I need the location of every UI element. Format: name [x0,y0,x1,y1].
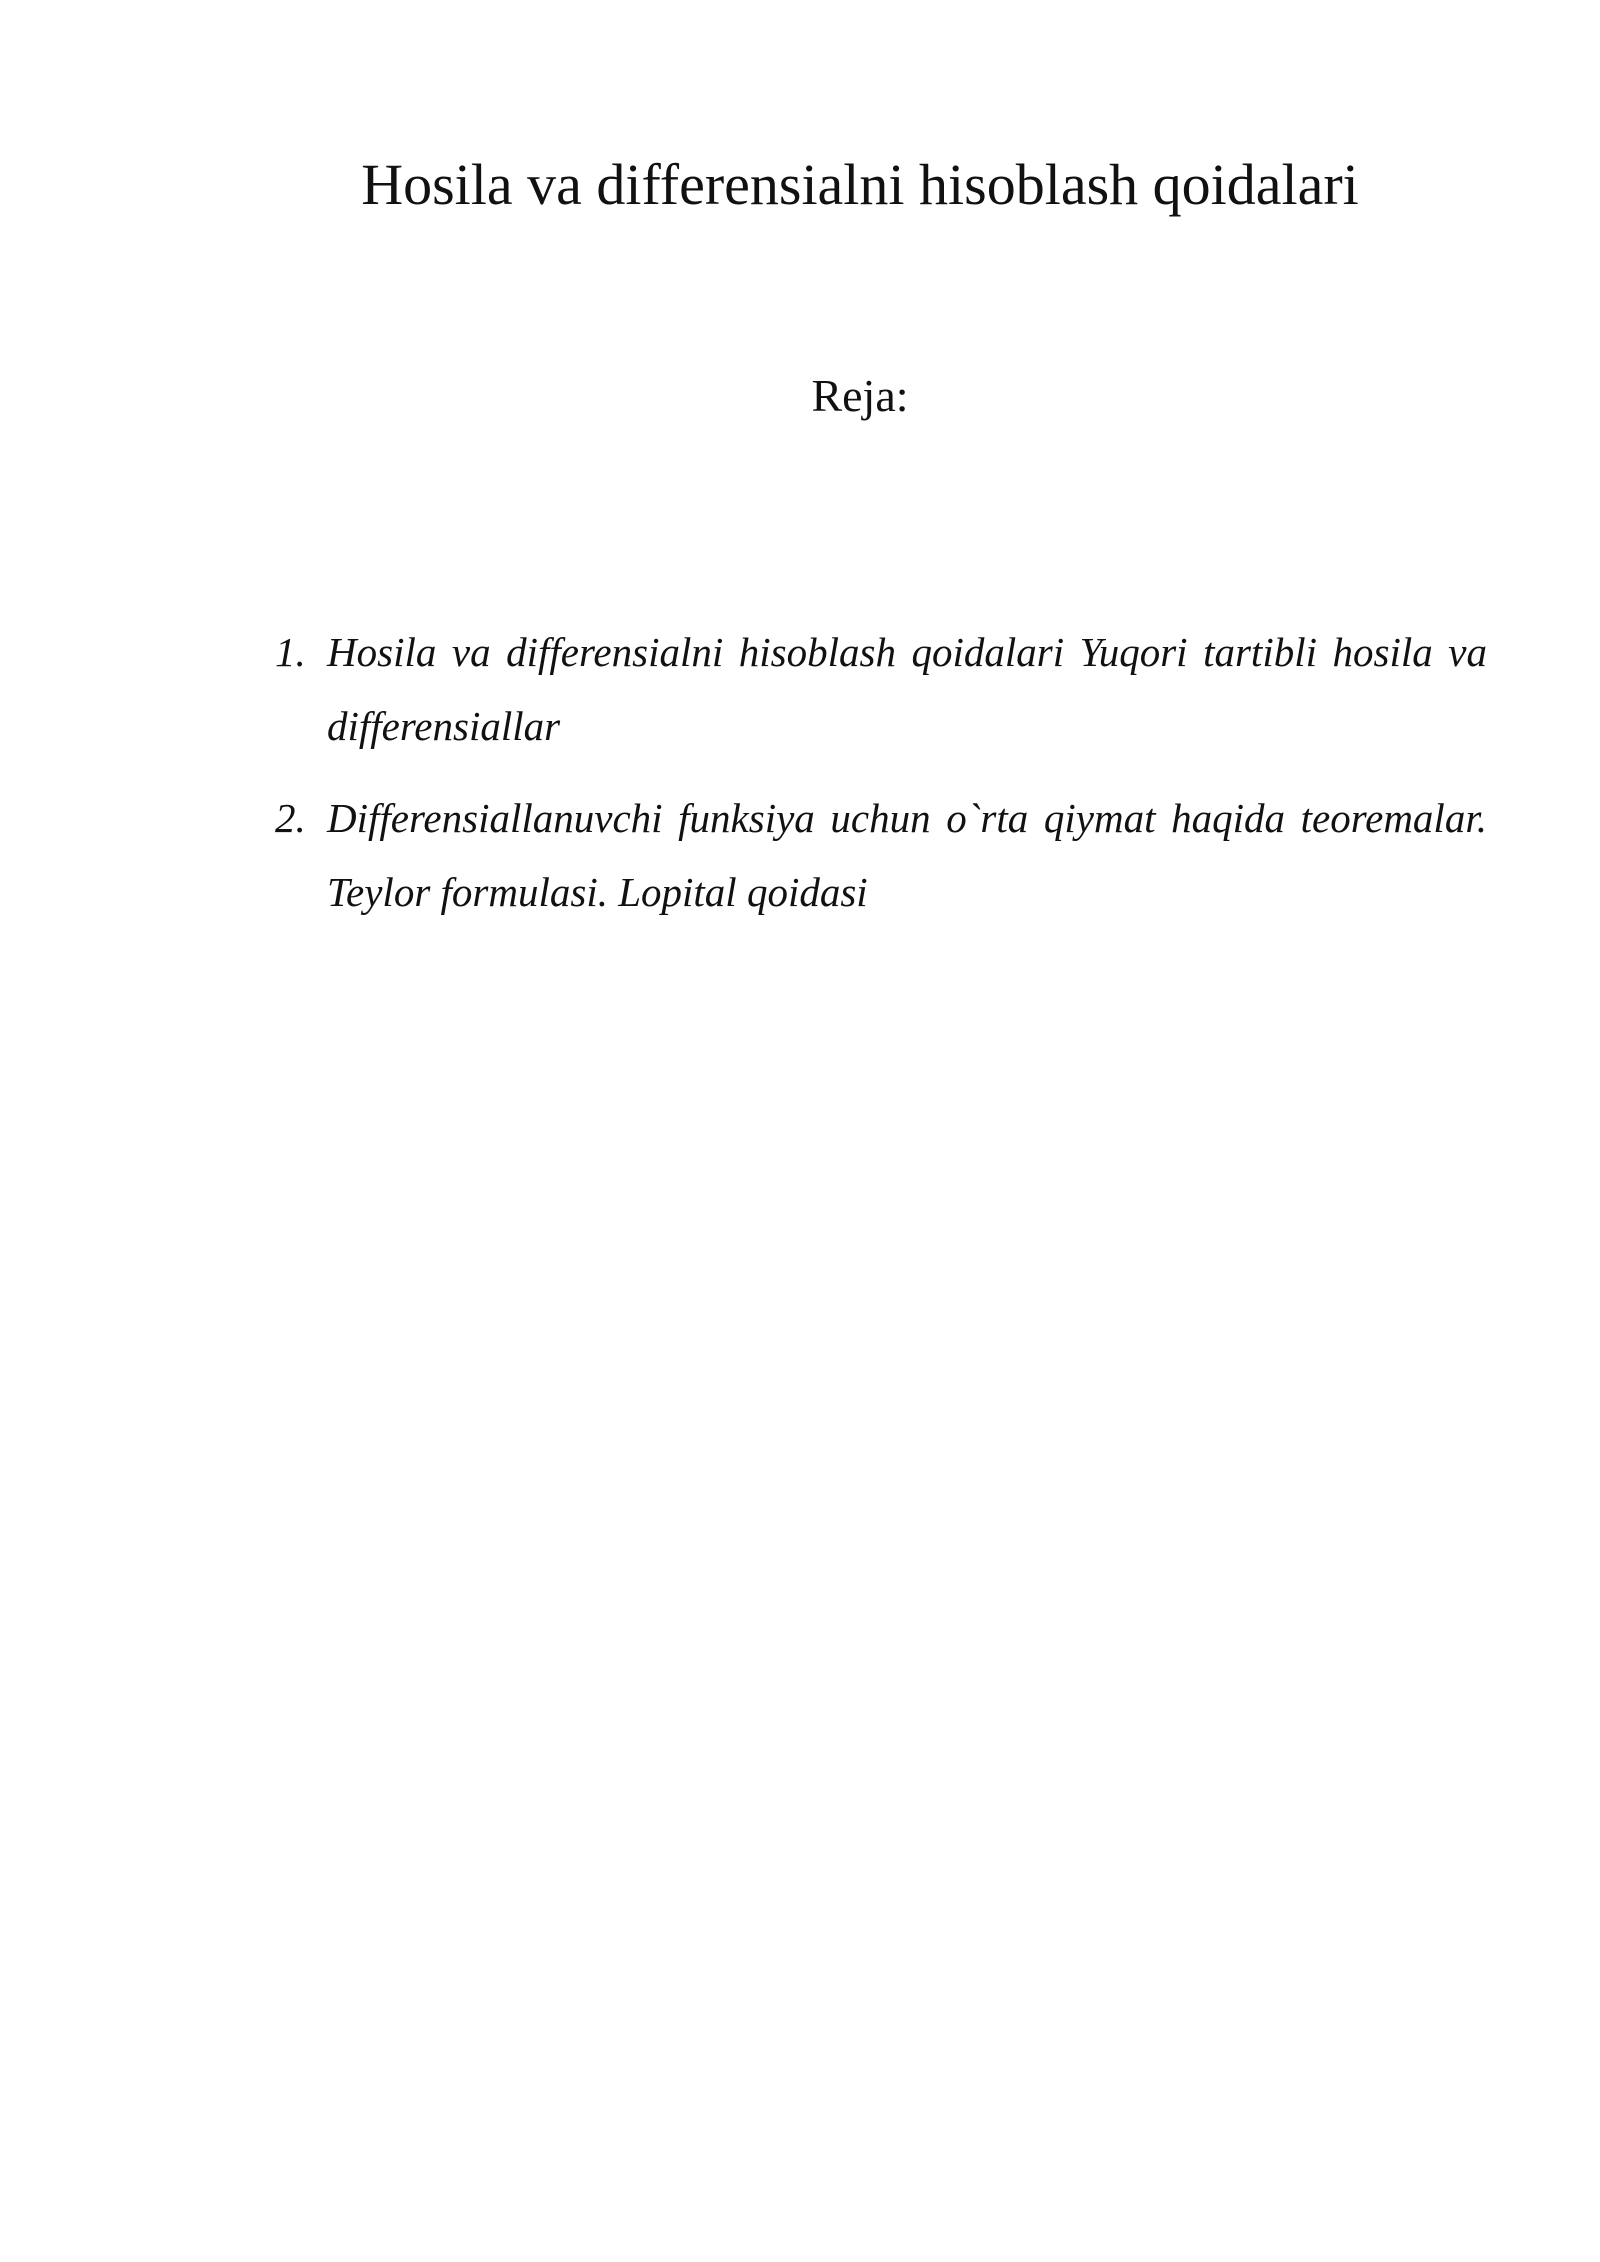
plan-heading: Reja: [811,370,909,421]
list-item-text: Differensiallanuvchi funksiya uchun o`rta qiymat haqida teoremalar. Teylor formulasi. Lopital qoidasi [327,795,1487,915]
list-item [275,781,1487,929]
page-title: Hosila va differensialni hisoblash qoidalari [361,152,1359,217]
list-item-number: 2. [275,795,306,841]
list-item-number: 1. [275,629,306,675]
list-item-text: Hosila va differensialni hisoblash qoidalari Yuqori tartibli hosila va differensiallar [327,629,1487,749]
list-item [275,615,1487,763]
plan-list [275,615,1487,947]
